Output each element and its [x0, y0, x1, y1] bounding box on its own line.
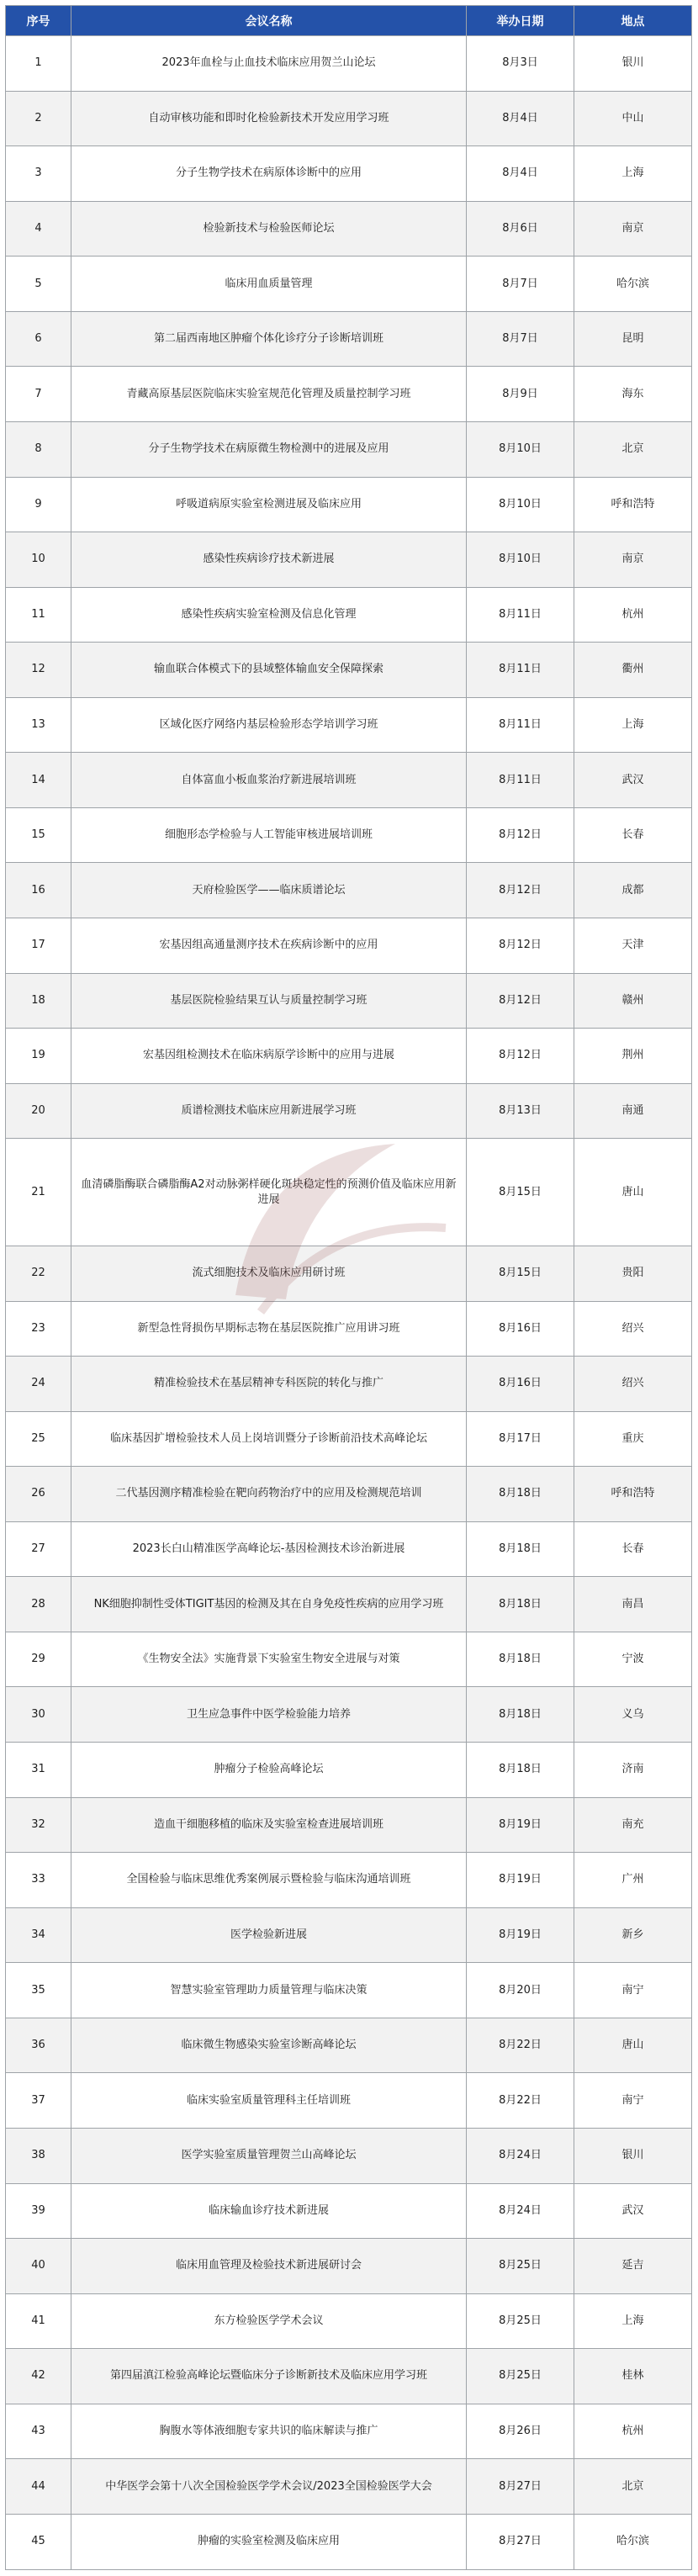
row-index: 14 [6, 753, 71, 808]
header-row [6, 6, 692, 36]
row-index: 10 [6, 532, 71, 588]
row-index: 28 [6, 1577, 71, 1632]
conference-date: 8月12日 [467, 807, 574, 863]
table-row [6, 1797, 692, 1853]
row-index: 45 [6, 2514, 71, 2569]
conference-date: 8月11日 [467, 643, 574, 698]
conference-location: 长春 [574, 807, 692, 863]
table-row [6, 91, 692, 146]
table-row [6, 1963, 692, 2018]
conference-date: 8月11日 [467, 697, 574, 753]
conference-location: 北京 [574, 2459, 692, 2515]
conference-location: 赣州 [574, 973, 692, 1029]
conference-name: 卫生应急事件中医学检验能力培养 [71, 1687, 467, 1743]
conference-date: 8月4日 [467, 91, 574, 146]
table-row [6, 1687, 692, 1743]
conference-location: 南京 [574, 532, 692, 588]
conference-location: 呼和浩特 [574, 1467, 692, 1522]
conference-date: 8月22日 [467, 2073, 574, 2129]
table-row [6, 918, 692, 974]
conference-location: 北京 [574, 421, 692, 477]
conference-date: 8月12日 [467, 1029, 574, 1084]
conference-name: 输血联合体模式下的县域整体输血安全保障探索 [71, 643, 467, 698]
conference-date: 8月18日 [467, 1687, 574, 1743]
conference-date: 8月10日 [467, 532, 574, 588]
conference-location: 哈尔滨 [574, 2514, 692, 2569]
conference-date: 8月24日 [467, 2183, 574, 2239]
header-location: 地点 [574, 6, 692, 36]
conference-date: 8月3日 [467, 36, 574, 92]
conference-location: 杭州 [574, 587, 692, 643]
conference-location: 天津 [574, 918, 692, 974]
conference-date: 8月25日 [467, 2293, 574, 2349]
table-row [6, 863, 692, 918]
table-row [6, 2404, 692, 2459]
conference-date: 8月9日 [467, 367, 574, 422]
row-index: 6 [6, 311, 71, 367]
row-index: 2 [6, 91, 71, 146]
conference-date: 8月11日 [467, 587, 574, 643]
conference-date: 8月18日 [467, 1577, 574, 1632]
row-index: 25 [6, 1411, 71, 1467]
row-index: 20 [6, 1083, 71, 1139]
conference-name: 分子生物学技术在病原体诊断中的应用 [71, 146, 467, 202]
conference-date: 8月20日 [467, 1963, 574, 2018]
conference-date: 8月25日 [467, 2239, 574, 2294]
conference-name: 东方检验医学学术会议 [71, 2293, 467, 2349]
row-index: 35 [6, 1963, 71, 2018]
row-index: 5 [6, 257, 71, 312]
table-row [6, 643, 692, 698]
table-row [6, 1907, 692, 1963]
conference-name: 感染性疾病实验室检测及信息化管理 [71, 587, 467, 643]
row-index: 22 [6, 1246, 71, 1301]
conference-name: 血清磷脂酶联合磷脂酶A2对动脉粥样硬化斑块稳定性的预测价值及临床应用新进展 [71, 1139, 467, 1246]
conference-location: 南充 [574, 1797, 692, 1853]
table-row [6, 1246, 692, 1301]
row-index: 33 [6, 1853, 71, 1908]
table-row [6, 532, 692, 588]
conference-date: 8月18日 [467, 1521, 574, 1577]
conference-date: 8月6日 [467, 201, 574, 257]
conference-location: 南京 [574, 201, 692, 257]
conference-date: 8月7日 [467, 257, 574, 312]
table-row [6, 1577, 692, 1632]
row-index: 3 [6, 146, 71, 202]
conference-date: 8月4日 [467, 146, 574, 202]
row-index: 16 [6, 863, 71, 918]
table-row [6, 2183, 692, 2239]
conference-date: 8月17日 [467, 1411, 574, 1467]
table-row [6, 1301, 692, 1357]
row-index: 32 [6, 1797, 71, 1853]
conference-name: 2023年血栓与止血技术临床应用贺兰山论坛 [71, 36, 467, 92]
conference-name: 青藏高原基层医院临床实验室规范化管理及质量控制学习班 [71, 367, 467, 422]
conference-location: 昆明 [574, 311, 692, 367]
conference-name: 第二届西南地区肿瘤个体化诊疗分子诊断培训班 [71, 311, 467, 367]
conference-date: 8月18日 [467, 1743, 574, 1798]
conference-date: 8月10日 [467, 477, 574, 532]
conference-name: 质谱检测技术临床应用新进展学习班 [71, 1083, 467, 1139]
conference-location: 延吉 [574, 2239, 692, 2294]
conference-name: 宏基因组检测技术在临床病原学诊断中的应用与进展 [71, 1029, 467, 1084]
conference-location: 哈尔滨 [574, 257, 692, 312]
table-body [6, 36, 692, 2570]
table-row [6, 257, 692, 312]
conference-location: 唐山 [574, 2018, 692, 2073]
row-index: 8 [6, 421, 71, 477]
conference-name: 精准检验技术在基层精神专科医院的转化与推广 [71, 1357, 467, 1412]
table-row [6, 1632, 692, 1687]
table-row [6, 697, 692, 753]
conference-name: 宏基因组高通量测序技术在疾病诊断中的应用 [71, 918, 467, 974]
table-row [6, 36, 692, 92]
conference-name: 造血干细胞移植的临床及实验室检查进展培训班 [71, 1797, 467, 1853]
conference-location: 重庆 [574, 1411, 692, 1467]
conference-location: 桂林 [574, 2349, 692, 2404]
conference-name: 胸腹水等体液细胞专家共识的临床解读与推广 [71, 2404, 467, 2459]
conference-name: 临床实验室质量管理科主任培训班 [71, 2073, 467, 2129]
conference-location: 南宁 [574, 2073, 692, 2129]
conference-name: 自动审核功能和即时化检验新技术开发应用学习班 [71, 91, 467, 146]
table-row [6, 2514, 692, 2569]
conference-location: 南昌 [574, 1577, 692, 1632]
conference-date: 8月24日 [467, 2128, 574, 2183]
conference-name: 自体富血小板血浆治疗新进展培训班 [71, 753, 467, 808]
conference-date: 8月26日 [467, 2404, 574, 2459]
conference-location: 荆州 [574, 1029, 692, 1084]
conference-date: 8月25日 [467, 2349, 574, 2404]
table-row [6, 1357, 692, 1412]
row-index: 34 [6, 1907, 71, 1963]
table-row [6, 201, 692, 257]
conference-name: 基层医院检验结果互认与质量控制学习班 [71, 973, 467, 1029]
table-row [6, 2018, 692, 2073]
row-index: 40 [6, 2239, 71, 2294]
table-row [6, 2349, 692, 2404]
conference-name: 新型急性肾损伤早期标志物在基层医院推广应用讲习班 [71, 1301, 467, 1357]
conference-date: 8月12日 [467, 918, 574, 974]
conference-name: 细胞形态学检验与人工智能审核进展培训班 [71, 807, 467, 863]
table-row [6, 753, 692, 808]
conference-name: 区域化医疗网络内基层检验形态学培训学习班 [71, 697, 467, 753]
conference-location: 宁波 [574, 1632, 692, 1687]
conference-name: 天府检验医学——临床质谱论坛 [71, 863, 467, 918]
header-date: 举办日期 [467, 6, 574, 36]
conference-date: 8月18日 [467, 1467, 574, 1522]
row-index: 26 [6, 1467, 71, 1522]
table-row [6, 477, 692, 532]
row-index: 27 [6, 1521, 71, 1577]
table-row [6, 1083, 692, 1139]
row-index: 38 [6, 2128, 71, 2183]
conference-name: 第四届滇江检验高峰论坛暨临床分子诊断新技术及临床应用学习班 [71, 2349, 467, 2404]
conference-location: 杭州 [574, 2404, 692, 2459]
conference-name: 中华医学会第十八次全国检验医学学术会议/2023全国检验医学大会 [71, 2459, 467, 2515]
conference-date: 8月12日 [467, 973, 574, 1029]
row-index: 9 [6, 477, 71, 532]
table-row [6, 807, 692, 863]
conference-location: 上海 [574, 146, 692, 202]
row-index: 21 [6, 1139, 71, 1246]
table-row [6, 2293, 692, 2349]
conference-name: 检验新技术与检验医师论坛 [71, 201, 467, 257]
conference-location: 银川 [574, 2128, 692, 2183]
conference-date: 8月16日 [467, 1301, 574, 1357]
conference-location: 上海 [574, 697, 692, 753]
header-conference-name: 会议名称 [71, 6, 467, 36]
conference-name: 医学实验室质量管理贺兰山高峰论坛 [71, 2128, 467, 2183]
table-row [6, 587, 692, 643]
conference-date: 8月27日 [467, 2514, 574, 2569]
table-row [6, 146, 692, 202]
conference-name: 临床基因扩增检验技术人员上岗培训暨分子诊断前沿技术高峰论坛 [71, 1411, 467, 1467]
conference-date: 8月19日 [467, 1907, 574, 1963]
conference-name: 临床用血质量管理 [71, 257, 467, 312]
conference-table [5, 5, 692, 2570]
conference-name: 感染性疾病诊疗技术新进展 [71, 532, 467, 588]
conference-location: 银川 [574, 36, 692, 92]
row-index: 37 [6, 2073, 71, 2129]
conference-date: 8月19日 [467, 1797, 574, 1853]
row-index: 17 [6, 918, 71, 974]
row-index: 19 [6, 1029, 71, 1084]
row-index: 15 [6, 807, 71, 863]
table-row [6, 421, 692, 477]
conference-location: 武汉 [574, 2183, 692, 2239]
conference-location: 济南 [574, 1743, 692, 1798]
row-index: 43 [6, 2404, 71, 2459]
conference-date: 8月27日 [467, 2459, 574, 2515]
conference-location: 南宁 [574, 1963, 692, 2018]
row-index: 39 [6, 2183, 71, 2239]
row-index: 23 [6, 1301, 71, 1357]
conference-name: 分子生物学技术在病原微生物检测中的进展及应用 [71, 421, 467, 477]
table-row [6, 2239, 692, 2294]
table-row [6, 973, 692, 1029]
conference-location: 上海 [574, 2293, 692, 2349]
conference-date: 8月7日 [467, 311, 574, 367]
conference-location: 成都 [574, 863, 692, 918]
conference-name: 智慧实验室管理助力质量管理与临床决策 [71, 1963, 467, 2018]
row-index: 24 [6, 1357, 71, 1412]
row-index: 18 [6, 973, 71, 1029]
table-row [6, 2459, 692, 2515]
conference-location: 唐山 [574, 1139, 692, 1246]
conference-date: 8月19日 [467, 1853, 574, 1908]
row-index: 31 [6, 1743, 71, 1798]
conference-date: 8月13日 [467, 1083, 574, 1139]
header-index: 序号 [6, 6, 71, 36]
conference-name: 《生物安全法》实施背景下实验室生物安全进展与对策 [71, 1632, 467, 1687]
conference-name: NK细胞抑制性受体TIGIT基因的检测及其在自身免疫性疾病的应用学习班 [71, 1577, 467, 1632]
conference-date: 8月11日 [467, 753, 574, 808]
conference-date: 8月22日 [467, 2018, 574, 2073]
conference-name: 医学检验新进展 [71, 1907, 467, 1963]
table-row [6, 2073, 692, 2129]
conference-name: 二代基因测序精准检验在靶向药物治疗中的应用及检测规范培训 [71, 1467, 467, 1522]
row-index: 12 [6, 643, 71, 698]
conference-location: 中山 [574, 91, 692, 146]
table-row [6, 311, 692, 367]
conference-location: 广州 [574, 1853, 692, 1908]
conference-name: 2023长白山精准医学高峰论坛-基因检测技术诊治新进展 [71, 1521, 467, 1577]
conference-location: 呼和浩特 [574, 477, 692, 532]
row-index: 13 [6, 697, 71, 753]
row-index: 29 [6, 1632, 71, 1687]
conference-name: 临床微生物感染实验室诊断高峰论坛 [71, 2018, 467, 2073]
conference-name: 临床输血诊疗技术新进展 [71, 2183, 467, 2239]
table-row [6, 1743, 692, 1798]
conference-location: 海东 [574, 367, 692, 422]
row-index: 42 [6, 2349, 71, 2404]
table-row [6, 2128, 692, 2183]
conference-location: 武汉 [574, 753, 692, 808]
conference-date: 8月18日 [467, 1632, 574, 1687]
table-row [6, 1411, 692, 1467]
table-row [6, 367, 692, 422]
conference-name: 临床用血管理及检验技术新进展研讨会 [71, 2239, 467, 2294]
row-index: 4 [6, 201, 71, 257]
conference-date: 8月16日 [467, 1357, 574, 1412]
conference-date: 8月10日 [467, 421, 574, 477]
row-index: 30 [6, 1687, 71, 1743]
table-row [6, 1521, 692, 1577]
row-index: 44 [6, 2459, 71, 2515]
conference-name: 呼吸道病原实验室检测进展及临床应用 [71, 477, 467, 532]
row-index: 7 [6, 367, 71, 422]
conference-location: 义乌 [574, 1687, 692, 1743]
conference-location: 新乡 [574, 1907, 692, 1963]
conference-location: 南通 [574, 1083, 692, 1139]
table-row [6, 1139, 692, 1246]
conference-name: 流式细胞技术及临床应用研讨班 [71, 1246, 467, 1301]
row-index: 41 [6, 2293, 71, 2349]
conference-name: 肿瘤分子检验高峰论坛 [71, 1743, 467, 1798]
row-index: 1 [6, 36, 71, 92]
conference-name: 全国检验与临床思维优秀案例展示暨检验与临床沟通培训班 [71, 1853, 467, 1908]
conference-date: 8月15日 [467, 1246, 574, 1301]
conference-date: 8月15日 [467, 1139, 574, 1246]
row-index: 36 [6, 2018, 71, 2073]
conference-location: 贵阳 [574, 1246, 692, 1301]
table-row [6, 1467, 692, 1522]
conference-name: 肿瘤的实验室检测及临床应用 [71, 2514, 467, 2569]
conference-location: 长春 [574, 1521, 692, 1577]
conference-location: 绍兴 [574, 1357, 692, 1412]
conference-date: 8月12日 [467, 863, 574, 918]
row-index: 11 [6, 587, 71, 643]
table-row [6, 1029, 692, 1084]
conference-location: 衢州 [574, 643, 692, 698]
conference-location: 绍兴 [574, 1301, 692, 1357]
table-row [6, 1853, 692, 1908]
